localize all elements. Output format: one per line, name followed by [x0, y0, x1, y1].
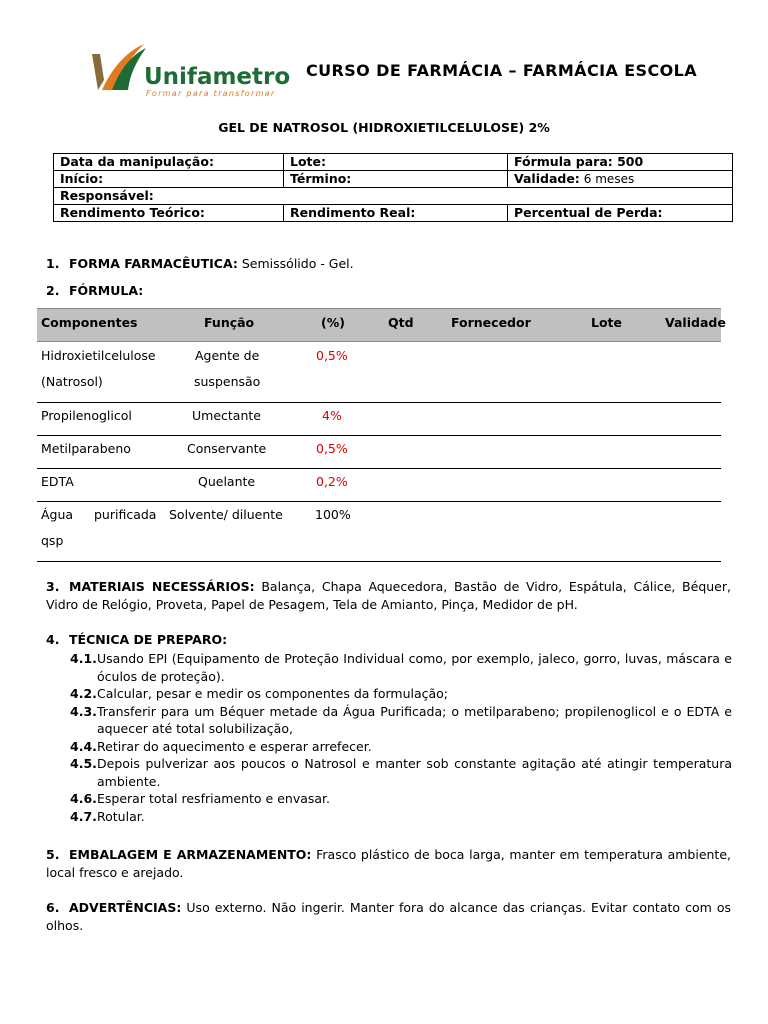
list-item: 4.5. Depois pulverizar aos poucos o Natrosol e manter sob constante agitação até atingir temperatura ambiente. [70, 756, 732, 789]
table-row: EDTA Quelante 0,2% [37, 469, 721, 502]
list-item: 4.2. Calcular, pesar e medir os componentes da formulação; [70, 686, 449, 701]
manipulation-info-table [53, 153, 733, 222]
section-advertencias: 6. ADVERTÊNCIAS: Uso externo. Não ingerir. Manter fora do alcance das crianças. Evitar contato com os olhos. [46, 900, 731, 933]
col-funcao: Função [204, 315, 255, 330]
lote-cell: Lote: [284, 154, 508, 171]
list-item: 4.7. Rotular. [70, 808, 145, 824]
col-validade: Validade [665, 315, 726, 330]
list-item: 4.1. Usando EPI (Equipamento de Proteção Individual como, por exemplo, jaleco, gorro, luvas, máscara e óculos de proteção). [70, 651, 732, 684]
inicio-cell: Início: [54, 171, 284, 188]
table-row: Propilenoglicol Umectante 4% [37, 403, 721, 436]
col-fornecedor: Fornecedor [451, 315, 531, 330]
col-lote: Lote [591, 315, 623, 330]
section-forma-farmaceutica: 1. FORMA FARMACÊUTICA: Semissólido - Gel. [46, 256, 354, 271]
formula-table-header [37, 308, 726, 342]
responsavel-cell: Responsável: [54, 188, 733, 205]
col-qtd: Qtd [388, 315, 414, 330]
unifametro-logo [90, 40, 310, 100]
table-row: Metilparabeno Conservante 0,5% [37, 436, 721, 469]
table-row: Água purificada qsp Solvente/ diluente 100% [37, 502, 721, 562]
rendimento-real-cell: Rendimento Real: [284, 205, 508, 222]
validade-cell: Validade: 6 meses [508, 171, 733, 188]
rendimento-teorico-cell: Rendimento Teórico: [54, 205, 284, 222]
section-tecnica: 4. TÉCNICA DE PREPARO: [46, 632, 228, 647]
section-embalagem: 5. EMBALAGEM E ARMAZENAMENTO: Frasco plástico de boca larga, manter em temperatura ambiente, local fresco e arejado. [46, 847, 731, 880]
list-item: 4.4. Retirar do aquecimento e esperar arrefecer. [70, 738, 372, 754]
logo-tagline: Formar para transformar [146, 89, 276, 98]
section-materiais: 3. MATERIAIS NECESSÁRIOS: Balança, Chapa Aquecedora, Bastão de Vidro, Espátula, Cálice, Béquer, Vidro de Relógio, Proveta, Papel de Pesagem, Tela de Amianto, Pinça, Medidor de pH. [46, 579, 731, 612]
technique-steps [70, 650, 732, 825]
formula-para-cell: Fórmula para: 500 [508, 154, 733, 171]
table-row: Hidroxietilcelulose (Natrosol) Agente de suspensão 0,5% [37, 342, 721, 403]
list-item: 4.6. Esperar total resfriamento e envasar. [70, 791, 331, 806]
course-title: CURSO DE FARMÁCIA – FARMÁCIA ESCOLA [306, 61, 697, 80]
document-title: GEL DE NATROSOL (HIDROXIETILCELULOSE) 2% [218, 120, 550, 135]
section-formula: 2. FÓRMULA: [46, 283, 144, 298]
data-manipulacao-cell: Data da manipulação: [54, 154, 284, 171]
termino-cell: Término: [284, 171, 508, 188]
formula-table [37, 308, 726, 562]
percentual-perda-cell: Percentual de Perda: [508, 205, 733, 222]
list-item: 4.3. Transferir para um Béquer metade da Água Purificada; o metilparabeno; propilenoglicol e o EDTA e aquecer até total solubilização, [70, 703, 732, 736]
col-componentes: Componentes [41, 315, 138, 330]
logo-emblem-icon [90, 40, 310, 100]
col-percent: (%) [321, 315, 345, 330]
logo-wordmark: Unifametro [144, 64, 291, 90]
